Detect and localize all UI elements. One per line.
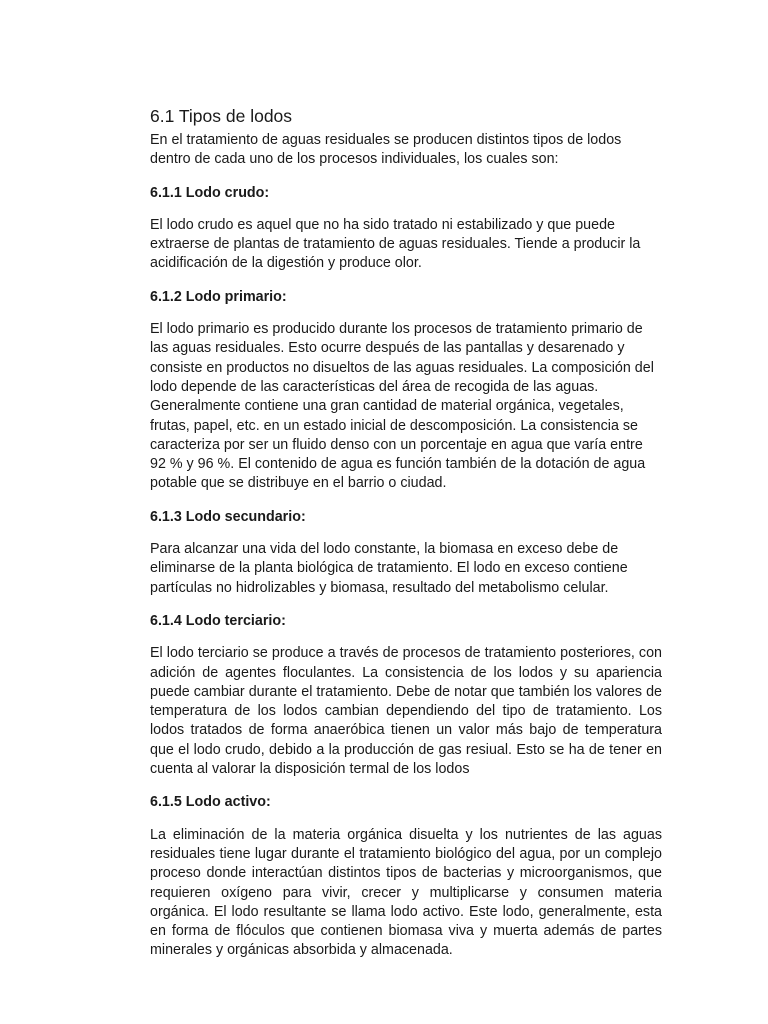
- section-paragraph: La eliminación de la materia orgánica disuelta y los nutrientes de las aguas residuales tiene lugar durante el tratamiento biológico del agua, por un complejo proceso donde interactúan distintos tipos de bacterias y microorganismos, que requieren oxígeno para vivir, crecer y multiplicarse y consumen materia orgánica. El lodo resultante se llama lodo activo. Este lodo, generalmente, esta en forma de flóculos que contienen biomasa viva y muerta además de partes minerales y orgánicas absorbida y almacenada.: [150, 826, 662, 959]
- section-heading: 6.1.2 Lodo primario:: [150, 288, 287, 305]
- section-paragraph: Para alcanzar una vida del lodo constante, la biomasa en exceso debe de eliminarse de la planta biológica de tratamiento. El lodo en exceso contiene partículas no hidrolizables y biomasa, resultado del metabolismo celular.: [150, 541, 628, 596]
- section-lodo-primario: [150, 288, 662, 494]
- section-lodo-crudo: [150, 184, 662, 274]
- section-paragraph: El lodo primario es producido durante los procesos de tratamiento primario de las aguas residuales. Esto ocurre después de las pantallas y desarenado y consiste en productos no disueltos de las aguas residuales. La composición del lodo depende de las características del área de recogida de las aguas. Generalmente contiene una gran cantidad de material orgánica, vegetales, frutas, papel, etc. en un estado inicial de descomposición. La consistencia se caracteriza por ser un fluido denso con un porcentaje en agua que varía entre 92 % y 96 %. El contenido de agua es función también de la dotación de agua potable que se distribuye en el barrio o ciudad.: [150, 321, 654, 492]
- section-heading: 6.1.3 Lodo secundario:: [150, 508, 306, 525]
- section-lodo-activo: [150, 793, 662, 960]
- section-lodo-secundario: [150, 508, 662, 598]
- section-heading: 6.1.5 Lodo activo:: [150, 794, 271, 811]
- section-paragraph: El lodo crudo es aquel que no ha sido tratado ni estabilizado y que puede extraerse de plantas de tratamiento de aguas residuales. Tiende a producir la acidificación de la digestión y produce olor.: [150, 216, 641, 272]
- section-heading: 6.1.1 Lodo crudo:: [150, 184, 270, 201]
- section-lodo-terciario: [150, 612, 662, 779]
- document-page: [150, 104, 662, 975]
- page-title: 6.1 Tipos de lodos: [150, 106, 293, 126]
- section-heading: 6.1.4 Lodo terciario:: [150, 612, 286, 629]
- intro-paragraph: En el tratamiento de aguas residuales se producen distintos tipos de lodos dentro de cada uno de los procesos individuales, los cuales son:: [150, 132, 622, 168]
- section-paragraph: El lodo terciario se produce a través de procesos de tratamiento posteriores, con adición de agentes floculantes. La consistencia de los lodos y su apariencia puede cambiar durante el tratamiento. Debe de notar que también los valores de temperatura de los lodos cambian dependiendo del tipo de tratamiento. Los lodos tratados de forma anaeróbica tienen un valor más bajo de temperatura que el lodo crudo, debido a la producción de gas resiual. Esto se ha de tener en cuenta al valorar la disposición termal de los lodos: [150, 645, 662, 778]
